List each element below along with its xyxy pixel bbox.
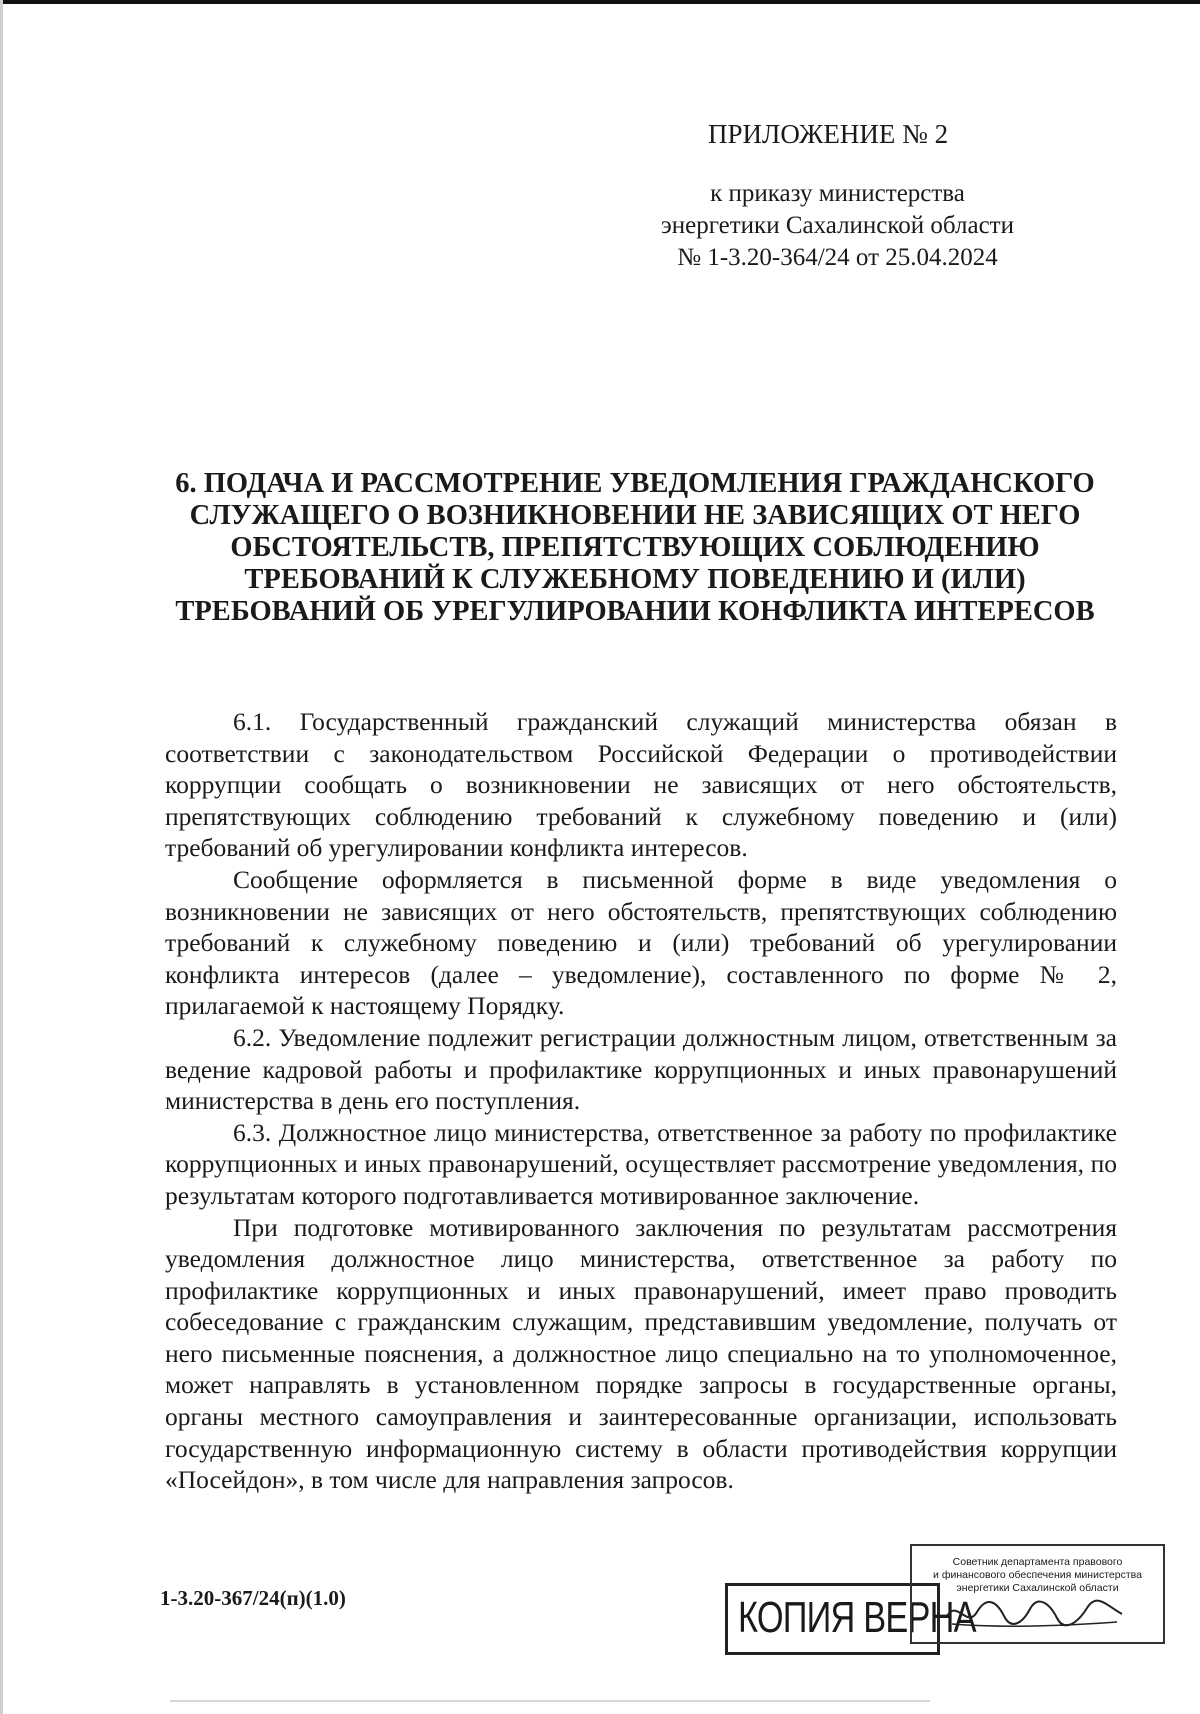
signature-icon [942, 1594, 1132, 1634]
copy-stamp-text: КОПИЯ ВЕРНА [738, 1593, 976, 1642]
certifier-line: и финансового обеспечения министерства [933, 1569, 1142, 1581]
appendix-heading: ПРИЛОЖЕНИЕ № 2 [708, 119, 949, 149]
paragraph-conclusion-prep: При подготовке мотивированного заключения по результатам рассмотрения уведомления должностное лицо министерства, ответственное за работу по профилактике коррупционных и иных правонарушений, имеет право проводить собеседование с гражданским служащим, представившим уведомление, получать от него письменные пояснения, а должностное лицо специально на то уполномоченное, может направлять в установленном порядке запросы в государственные органы, органы местного самоуправления и заинтересованные организации, использовать государственную информационную систему в области противодействия коррупции «Посейдон», в том числе для направления запросов. [165, 1212, 1117, 1495]
section-title-line: ОБСТОЯТЕЛЬСТВ, ПРЕПЯТСТВУЮЩИХ СОБЛЮДЕНИЮ [230, 532, 1040, 563]
paragraph-message-form: Сообщение оформляется в письменной форме в виде уведомления о возникновении не зависящих от него обстоятельств, препятствующих соблюдению требований к служебному поведению и (или) требований об урегулировании конфликта интересов (далее – уведомление), составленного по форме № 2, прилагаемой к настоящему Порядку. [165, 864, 1117, 1021]
section-title-line: ТРЕБОВАНИЙ К СЛУЖЕБНОМУ ПОВЕДЕНИЮ И (ИЛИ) [244, 564, 1026, 595]
scan-edge-left [0, 0, 3, 1714]
appendix-reference [625, 178, 1050, 274]
section-title-line: СЛУЖАЩЕГО О ВОЗНИКНОВЕНИИ НЕ ЗАВИСЯЩИХ ОТ НЕГО [189, 500, 1081, 531]
scan-edge-top [0, 0, 1200, 4]
appendix-line: энергетики Сахалинской области [661, 212, 1014, 239]
document-id: 1-3.20-367/24(п)(1.0) [160, 1586, 346, 1610]
appendix-line: № 1-3.20-364/24 от 25.04.2024 [677, 244, 998, 271]
appendix-block [600, 118, 1100, 274]
paragraph-6-2: 6.2. Уведомление подлежит регистрации должностным лицом, ответственным за ведение кадровой работы и профилактике коррупционных и иных правонарушений министерства в день его поступления. [165, 1022, 1117, 1116]
section-title-line: 6. ПОДАЧА И РАССМОТРЕНИЕ УВЕДОМЛЕНИЯ ГРАЖДАНСКОГО [175, 468, 1095, 499]
certifier-line: Советник департамента правового [952, 1556, 1123, 1568]
certifier-line: энергетики Сахалинской области [956, 1582, 1119, 1594]
paragraph-6-3: 6.3. Должностное лицо министерства, ответственное за работу по профилактике коррупционных и иных правонарушений, осуществляет рассмотрение уведомления, по результатам которого подготавливается мотивированное заключение. [165, 1117, 1117, 1210]
paragraph-6-1: 6.1. Государственный гражданский служащий министерства обязан в соответствии с законодательством Российской Федерации о противодействии коррупции сообщать о возникновении не зависящих от него обстоятельств, препятствующих соблюдению требований к служебному поведению и (или) требований об урегулировании конфликта интересов. [165, 707, 1117, 863]
section-title [160, 468, 1110, 628]
document-body [165, 706, 1117, 1496]
scan-edge-bottom [170, 1700, 930, 1702]
section-title-line: ТРЕБОВАНИЙ ОБ УРЕГУЛИРОВАНИИ КОНФЛИКТА ИНТЕРЕСОВ [175, 596, 1095, 627]
appendix-line: к приказу министерства [710, 180, 965, 207]
certifier-stamp [910, 1544, 1165, 1644]
